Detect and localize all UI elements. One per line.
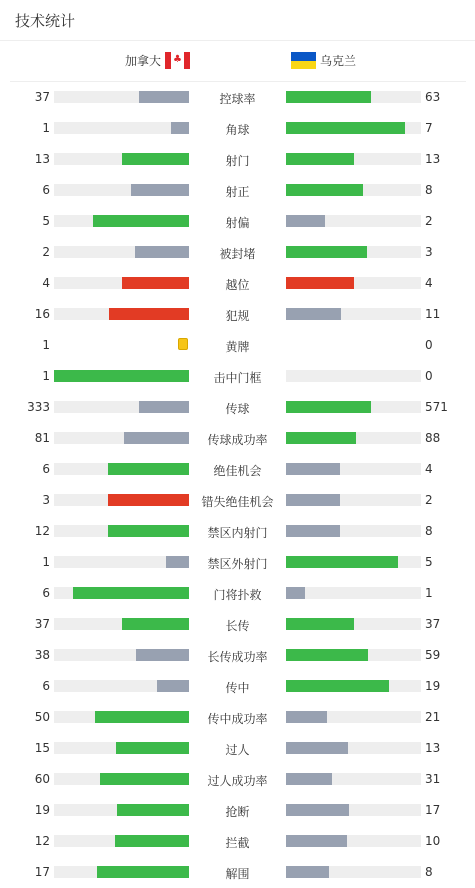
stat-label: 控球率 <box>219 92 256 106</box>
stat-label: 击中门框 <box>213 371 262 385</box>
away-bar-fill <box>286 246 367 258</box>
home-bar-fill <box>135 246 189 258</box>
away-bar-track <box>286 835 421 847</box>
home-bar-fill <box>166 556 189 568</box>
away-bar-track <box>286 773 421 785</box>
home-bar-track <box>54 835 189 847</box>
away-value: 13 <box>425 741 441 755</box>
away-bar-fill <box>286 649 368 661</box>
home-bar-fill <box>109 308 189 320</box>
away-bar-fill <box>286 618 354 630</box>
away-bar-fill <box>286 122 405 134</box>
home-bar-fill <box>54 370 189 382</box>
home-value: 1 <box>42 338 50 352</box>
stat-label: 禁区外射门 <box>207 557 268 571</box>
away-bar-fill <box>286 401 371 413</box>
away-team-name: 乌克兰 <box>320 54 357 68</box>
stat-label: 错失绝佳机会 <box>201 495 274 509</box>
home-bar-fill <box>115 835 189 847</box>
away-bar-track <box>286 277 421 289</box>
home-bar-fill <box>97 866 189 878</box>
stat-label: 长传成功率 <box>207 650 268 664</box>
home-bar-track <box>54 122 189 134</box>
home-bar-track <box>54 525 189 537</box>
home-value: 60 <box>34 772 50 786</box>
stat-row <box>0 857 475 888</box>
away-value: 17 <box>425 803 441 817</box>
home-bar-fill <box>122 277 190 289</box>
stat-label: 黄牌 <box>225 340 250 354</box>
stat-row <box>0 454 475 485</box>
home-value: 50 <box>34 710 50 724</box>
home-bar-track <box>54 618 189 630</box>
home-bar-track <box>54 680 189 692</box>
home-bar-fill <box>122 153 190 165</box>
away-value: 0 <box>425 338 433 352</box>
stat-row <box>0 702 475 733</box>
stat-row <box>0 764 475 795</box>
home-value: 6 <box>42 183 50 197</box>
home-bar-track <box>54 277 189 289</box>
away-bar-fill <box>286 866 329 878</box>
stat-label: 角球 <box>225 123 250 137</box>
away-team <box>291 52 356 69</box>
stat-label: 禁区内射门 <box>207 526 268 540</box>
home-bar-track <box>54 742 189 754</box>
home-value: 6 <box>42 462 50 476</box>
away-bar-track <box>286 401 421 413</box>
away-bar-track <box>286 91 421 103</box>
away-bar-fill <box>286 587 305 599</box>
away-value: 11 <box>425 307 441 321</box>
home-bar-fill <box>117 804 189 816</box>
away-value: 8 <box>425 865 433 879</box>
home-bar-fill <box>116 742 189 754</box>
stat-label: 解围 <box>225 867 250 881</box>
home-bar-track <box>54 804 189 816</box>
home-value: 37 <box>34 617 50 631</box>
stat-row <box>0 423 475 454</box>
away-value: 37 <box>425 617 441 631</box>
stat-row <box>0 361 475 392</box>
away-bar-fill <box>286 804 349 816</box>
home-bar-fill <box>93 215 189 227</box>
stat-row <box>0 733 475 764</box>
stat-row <box>0 578 475 609</box>
home-value: 17 <box>34 865 50 879</box>
away-bar-fill <box>286 432 356 444</box>
stat-label: 射门 <box>225 154 250 168</box>
away-bar-track <box>286 804 421 816</box>
home-value: 12 <box>34 834 50 848</box>
stats-header <box>0 0 475 41</box>
home-bar-track <box>54 711 189 723</box>
home-bar-track <box>54 649 189 661</box>
stat-row <box>0 299 475 330</box>
away-value: 4 <box>425 462 433 476</box>
yellow-card-icon <box>178 338 188 350</box>
away-value: 0 <box>425 369 433 383</box>
home-bar-track <box>54 556 189 568</box>
away-value: 8 <box>425 524 433 538</box>
away-bar-fill <box>286 463 340 475</box>
stat-label: 越位 <box>225 278 250 292</box>
home-bar-fill <box>122 618 190 630</box>
away-bar-track <box>286 246 421 258</box>
page-title: 技术统计 <box>15 12 76 30</box>
stat-label: 传球成功率 <box>207 433 268 447</box>
away-bar-track <box>286 742 421 754</box>
away-value: 2 <box>425 493 433 507</box>
stat-row <box>0 144 475 175</box>
stats-list <box>0 82 475 888</box>
stat-row <box>0 237 475 268</box>
home-value: 5 <box>42 214 50 228</box>
away-bar-track <box>286 587 421 599</box>
home-value: 2 <box>42 245 50 259</box>
home-team-name: 加拿大 <box>124 54 161 68</box>
away-value: 10 <box>425 834 441 848</box>
away-bar-fill <box>286 215 325 227</box>
stat-row <box>0 485 475 516</box>
home-bar-track <box>54 215 189 227</box>
home-bar-fill <box>136 649 189 661</box>
home-bar-fill <box>157 680 189 692</box>
home-bar-fill <box>108 463 189 475</box>
away-bar-track <box>286 711 421 723</box>
stat-label: 犯规 <box>225 309 250 323</box>
home-bar-fill <box>108 525 189 537</box>
stat-row <box>0 206 475 237</box>
home-bar-track <box>54 773 189 785</box>
away-bar-fill <box>286 835 347 847</box>
home-value: 1 <box>42 121 50 135</box>
stat-row <box>0 795 475 826</box>
stat-row <box>0 609 475 640</box>
away-bar-track <box>286 122 421 134</box>
ukraine-flag-icon <box>291 52 316 69</box>
home-bar-track <box>54 246 189 258</box>
away-value: 1 <box>425 586 433 600</box>
home-bar-fill <box>95 711 190 723</box>
away-bar-track <box>286 494 421 506</box>
home-value: 12 <box>34 524 50 538</box>
away-bar-track <box>286 432 421 444</box>
home-bar-track <box>54 494 189 506</box>
stat-row <box>0 113 475 144</box>
away-value: 59 <box>425 648 441 662</box>
stat-row <box>0 268 475 299</box>
home-bar-track <box>54 866 189 878</box>
stat-row <box>0 82 475 113</box>
stat-label: 门将扑救 <box>213 588 262 602</box>
stat-row <box>0 826 475 857</box>
stat-label: 过人成功率 <box>207 774 268 788</box>
home-value: 1 <box>42 369 50 383</box>
home-value: 4 <box>42 276 50 290</box>
home-value: 6 <box>42 586 50 600</box>
stat-label: 抢断 <box>225 805 250 819</box>
home-bar-track <box>54 463 189 475</box>
away-bar-track <box>286 680 421 692</box>
home-bar-track <box>54 308 189 320</box>
stat-label: 射偏 <box>225 216 250 230</box>
home-bar-fill <box>139 91 189 103</box>
home-bar-track <box>54 153 189 165</box>
away-bar-fill <box>286 184 363 196</box>
stat-row <box>0 516 475 547</box>
away-value: 2 <box>425 214 433 228</box>
home-bar-fill <box>73 587 189 599</box>
away-bar-track <box>286 184 421 196</box>
stat-row <box>0 330 475 361</box>
stat-label: 射正 <box>225 185 250 199</box>
home-value: 37 <box>34 90 50 104</box>
stat-row <box>0 175 475 206</box>
away-value: 5 <box>425 555 433 569</box>
stat-row <box>0 671 475 702</box>
away-bar-fill <box>286 308 341 320</box>
home-bar-fill <box>124 432 189 444</box>
away-value: 31 <box>425 772 441 786</box>
home-value: 13 <box>34 152 50 166</box>
away-value: 4 <box>425 276 433 290</box>
stat-label: 被封堵 <box>219 247 256 261</box>
stat-row <box>0 640 475 671</box>
away-bar-track <box>286 215 421 227</box>
away-bar-track <box>286 866 421 878</box>
home-bar-fill <box>131 184 189 196</box>
home-bar-track <box>54 184 189 196</box>
away-bar-track <box>286 556 421 568</box>
stat-label: 绝佳机会 <box>213 464 262 478</box>
home-bar-fill <box>139 401 189 413</box>
away-bar-fill <box>286 494 340 506</box>
away-bar-fill <box>286 680 389 692</box>
stat-label: 过人 <box>225 743 250 757</box>
stat-label: 长传 <box>225 619 250 633</box>
away-value: 88 <box>425 431 441 445</box>
home-bar-fill <box>108 494 189 506</box>
home-team <box>125 52 190 69</box>
away-bar-fill <box>286 153 354 165</box>
home-value: 38 <box>34 648 50 662</box>
away-value: 8 <box>425 183 433 197</box>
home-value: 3 <box>42 493 50 507</box>
away-bar-track <box>286 370 421 382</box>
away-bar-fill <box>286 277 354 289</box>
away-bar-fill <box>286 742 348 754</box>
away-bar-fill <box>286 711 327 723</box>
home-bar-fill <box>100 773 189 785</box>
home-bar-track <box>54 91 189 103</box>
home-bar-track <box>54 432 189 444</box>
stat-label: 传球 <box>225 402 250 416</box>
away-bar-fill <box>286 525 340 537</box>
stat-label: 传中成功率 <box>207 712 268 726</box>
away-value: 13 <box>425 152 441 166</box>
away-value: 21 <box>425 710 441 724</box>
home-value: 19 <box>34 803 50 817</box>
away-bar-fill <box>286 556 398 568</box>
home-value: 81 <box>34 431 50 445</box>
away-bar-track <box>286 308 421 320</box>
home-value: 1 <box>42 555 50 569</box>
away-bar-track <box>286 153 421 165</box>
canada-flag-icon: ♣ <box>165 52 190 69</box>
away-bar-track <box>286 525 421 537</box>
away-value: 571 <box>425 400 448 414</box>
stat-row <box>0 547 475 578</box>
home-bar-fill <box>171 122 189 134</box>
home-value: 15 <box>34 741 50 755</box>
away-value: 3 <box>425 245 433 259</box>
home-bar-track <box>54 401 189 413</box>
stat-row <box>0 392 475 423</box>
home-bar-track <box>54 370 189 382</box>
away-bar-track <box>286 618 421 630</box>
home-bar-track <box>54 587 189 599</box>
away-bar-fill <box>286 91 371 103</box>
away-bar-fill <box>286 773 332 785</box>
away-bar-track <box>286 463 421 475</box>
home-value: 6 <box>42 679 50 693</box>
home-value: 333 <box>27 400 50 414</box>
teams-bar <box>10 41 466 82</box>
away-bar-track <box>286 649 421 661</box>
stat-label: 传中 <box>225 681 250 695</box>
away-value: 63 <box>425 90 441 104</box>
away-value: 7 <box>425 121 433 135</box>
stat-label: 拦截 <box>225 836 250 850</box>
home-value: 16 <box>34 307 50 321</box>
away-value: 19 <box>425 679 441 693</box>
